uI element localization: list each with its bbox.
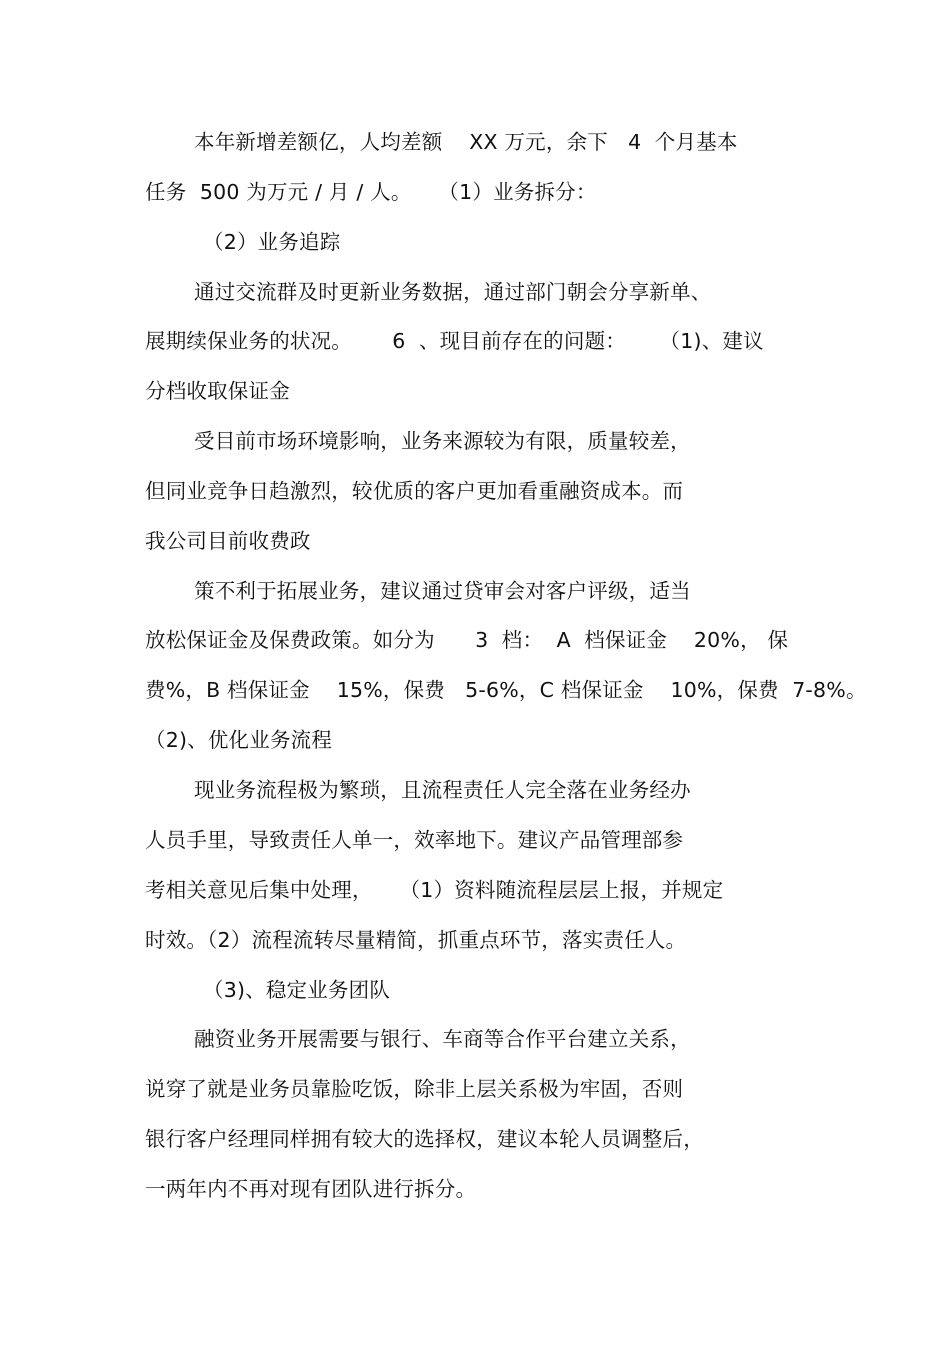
text-line-9: 我公司目前收费政 (145, 529, 311, 553)
text-line-16: 考相关意见后集中处理， （1）资料随流程层层上报，并规定 (145, 878, 724, 902)
text-line-13: （2)、优化业务流程 (145, 728, 333, 752)
text-line-8: 但同业竞争日趋激烈，较优质的客户更加看重融资成本。而 (145, 479, 684, 503)
text-line-6: 分档收取保证金 (145, 379, 290, 403)
text-line-11: 放松保证金及保费政策。如分为 3 档： A 档保证金 20%， 保 (145, 628, 789, 652)
text-line-3: （2）业务追踪 (203, 230, 341, 254)
text-line-15: 人员手里，导致责任人单一，效率地下。建议产品管理部参 (145, 828, 684, 852)
text-line-14: 现业务流程极为繁琐，且流程责任人完全落在业务经办 (194, 778, 691, 802)
text-line-18: （3)、稳定业务团队 (203, 978, 391, 1002)
text-line-4: 通过交流群及时更新业务数据，通过部门朝会分享新单、 (194, 280, 712, 304)
text-line-5: 展期续保业务的状况。 6 、现目前存在的问题： （1)、建议 (145, 329, 764, 353)
text-line-17: 时效。（2）流程流转尽量精简，抓重点环节，落实责任人。 (145, 928, 687, 952)
text-line-2: 任务 500 为万元 / 月 / 人。 （1）业务拆分： (145, 180, 597, 204)
text-line-22: 一两年内不再对现有团队进行拆分。 (145, 1177, 477, 1201)
text-line-21: 银行客户经理同样拥有较大的选择权，建议本轮人员调整后， (145, 1127, 704, 1151)
text-line-1: 本年新增差额亿，人均差额 XX 万元，余下 4 个月基本 (194, 130, 738, 154)
text-line-12: 费%，B 档保证金 15%，保费 5-6%，C 档保证金 10%，保费 7-8%。 (145, 678, 867, 702)
text-line-7: 受目前市场环境影响，业务来源较为有限，质量较差， (194, 429, 691, 453)
text-line-20: 说穿了就是业务员靠脸吃饭，除非上层关系极为牢固，否则 (145, 1077, 684, 1101)
text-line-19: 融资业务开展需要与银行、车商等合作平台建立关系， (194, 1027, 691, 1051)
text-line-10: 策不利于拓展业务，建议通过贷审会对客户评级，适当 (194, 579, 691, 603)
